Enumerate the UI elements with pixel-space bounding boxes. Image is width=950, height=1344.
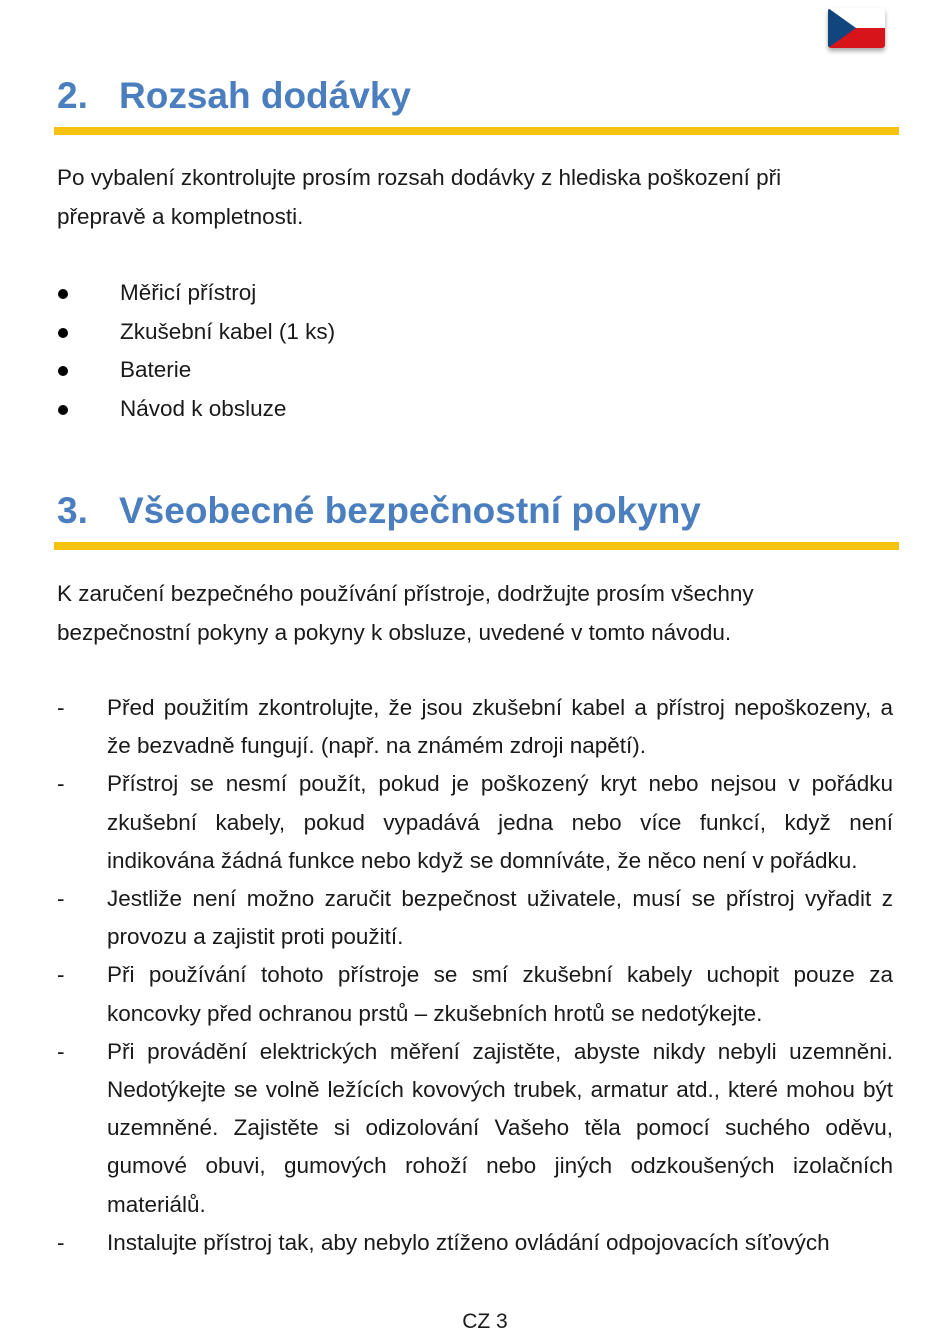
list-item: - Přístroj se nesmí použít, pokud je poškozený kryt nebo nejsou v pořádku zkušební kabely, pokud vypadává jedna nebo více funkcí, když není indikována žádná funkce nebo když se domníváte, že něco není v pořádku. [57, 765, 893, 880]
list-item: - Při provádění elektrických měření zajistěte, abyste nikdy nebyli uzemněni. Nedotýkejte se volně ležících kovových trubek, armatur atd., které mohou být uzemněné. Zajistěte si odizolování Vašeho těla pomocí suchého oděvu, gumové obuvi, gumových rohoží nebo jiných odzkoušených izolačních materiálů. [57, 1033, 893, 1224]
list-item: Baterie [57, 351, 837, 390]
safety-list [57, 689, 893, 1262]
dash-marker: - [57, 1038, 65, 1064]
list-item: Měřicí přístroj [57, 274, 837, 313]
dash-marker: - [57, 771, 65, 797]
dash-marker: - [57, 886, 65, 912]
bullet-icon [58, 328, 68, 338]
list-item: - Jestliže není možno zaručit bezpečnost uživatele, musí se přístroj vyřadit z provozu a zajistit proti použití. [57, 880, 893, 956]
dash-marker: - [57, 962, 65, 988]
list-item: Návod k obsluze [57, 390, 837, 429]
section-3-title: Všeobecné bezpečnostní pokyny [119, 490, 701, 531]
bullet-icon [58, 289, 68, 299]
section-3-intro: K zaručení bezpečného používání přístroje, dodržujte prosím všechny bezpečnostní pokyny a pokyny k obsluze, uvedené v tomto návodu. [57, 581, 754, 645]
section-2-heading [57, 74, 411, 118]
section-2-title: Rozsah dodávky [119, 75, 411, 116]
list-item: - Před použitím zkontrolujte, že jsou zkušební kabel a přístroj nepoškozeny, a že bezvadně fungují. (např. na známém zdroji napětí). [57, 689, 893, 765]
section-3-number: 3. [57, 490, 88, 531]
page-number: CZ 3 [462, 1310, 508, 1333]
list-item: Zkušební kabel (1 ks) [57, 313, 837, 352]
section-3-heading [57, 489, 701, 533]
section-2-rule [54, 127, 899, 135]
bullet-icon [58, 366, 68, 376]
section-2-intro: Po vybalení zkontrolujte prosím rozsah dodávky z hlediska poškození při přepravě a kompletnosti. [57, 165, 782, 229]
delivery-list [57, 274, 837, 428]
section-3-rule [54, 542, 899, 550]
dash-marker: - [57, 1229, 65, 1255]
section-2-number: 2. [57, 75, 88, 116]
list-item: - Instalujte přístroj tak, aby nebylo ztíženo ovládání odpojovacích síťových [57, 1224, 893, 1262]
bullet-icon [58, 405, 68, 415]
list-item: - Při používání tohoto přístroje se smí zkušební kabely uchopit pouze za koncovky před ochranou prstů – zkušebních hrotů se nedotýkejte. [57, 956, 893, 1032]
czech-flag-icon [828, 8, 885, 48]
dash-marker: - [57, 695, 65, 720]
